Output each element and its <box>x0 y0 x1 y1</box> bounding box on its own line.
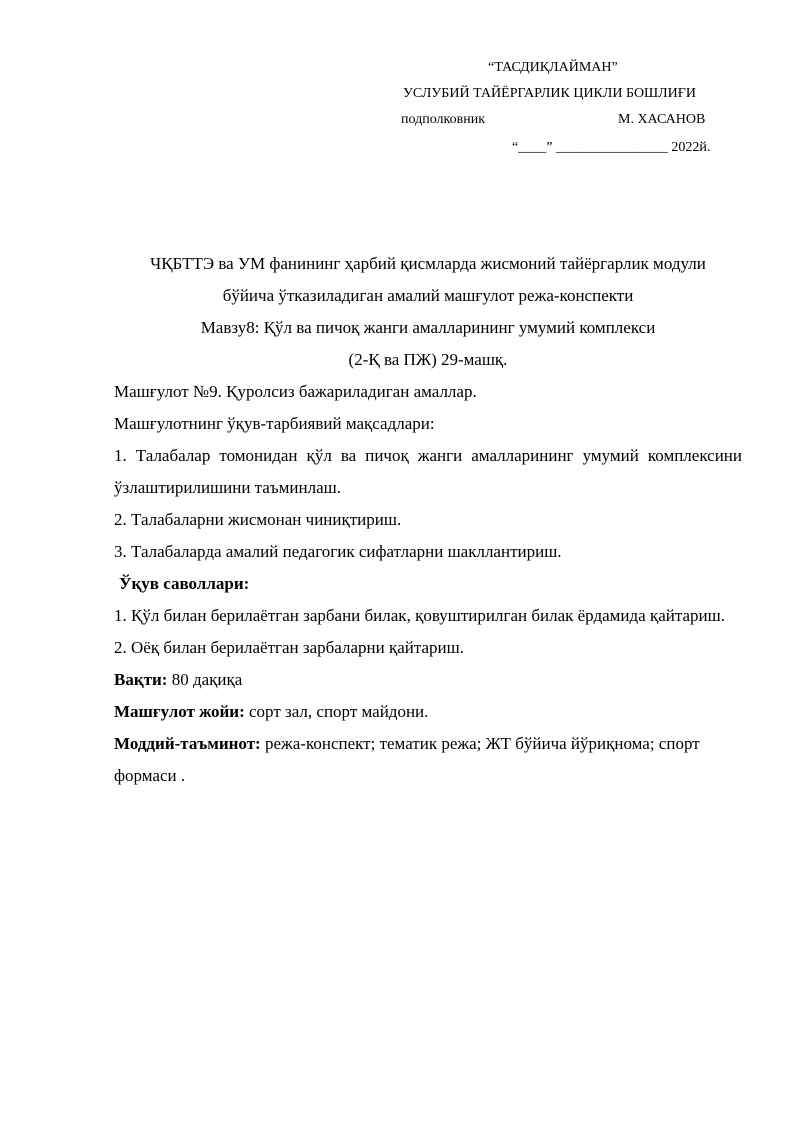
approval-rank: подполковник <box>401 112 485 127</box>
question-item: 2. Оёқ билан берилаётган зарбаларни қайтариш. <box>114 638 464 657</box>
goal-item: 3. Талабаларда амалий педагогик сифатларни шакллантириш. <box>114 542 562 561</box>
place-line <box>114 696 742 728</box>
questions-title: Ўқув саволлари: <box>119 574 250 593</box>
goals-title: Машғулотнинг ўқув-тарбиявий мақсадлари: <box>114 414 435 433</box>
approval-date: “____” ________________ 2022й. <box>512 140 711 155</box>
question-item: 1. Қўл билан берилаётган зарбани билак, қовуштирилган билак ёрдамида қайтариш. <box>114 606 725 625</box>
time-value: 80 дақиқа <box>167 670 243 689</box>
approval-title: “ТАСДИҚЛАЙМАН” <box>488 60 618 75</box>
supply-line <box>114 728 742 792</box>
goal-item: 1. Талабалар томонидан қўл ва пичоқ жанги амалларининг умумий комплексини ўзлаштирилишини таъминлаш. <box>114 446 742 497</box>
place-value: сорт зал, спорт майдони. <box>244 702 429 721</box>
heading-line-3: Мавзу8: Қўл ва пичоқ жанги амалларининг умумий комплекси <box>200 318 656 337</box>
heading-line-2: бўйича ўтказиладиган амалий машғулот режа-конспекти <box>222 286 634 305</box>
heading-line-1: ЧҚБТТЭ ва УМ фанининг ҳарбий қисмларда жисмоний тайёргарлик модули <box>150 254 706 273</box>
approval-organization: УСЛУБИЙ ТАЙЁРГАРЛИК ЦИКЛИ БОШЛИҒИ <box>403 86 696 101</box>
time-line <box>114 664 742 696</box>
supply-value: режа-конспект; тематик режа; ЖТ бўйича йўриқнома; спорт формаси . <box>114 734 700 785</box>
lesson-number: Машғулот №9. Қуролсиз бажариладиган амаллар. <box>114 382 477 401</box>
supply-label: Моддий-таъминот: <box>114 734 261 753</box>
document-body <box>114 248 742 792</box>
heading-line-4: (2-Қ ва ПЖ) 29-машқ. <box>348 350 508 369</box>
approval-name: М. ХАСАНОВ <box>618 112 706 127</box>
time-label: Вақти: <box>114 670 168 689</box>
place-label: Машғулот жойи: <box>114 702 245 721</box>
goal-item: 2. Талабаларни жисмонан чиниқтириш. <box>114 510 402 529</box>
